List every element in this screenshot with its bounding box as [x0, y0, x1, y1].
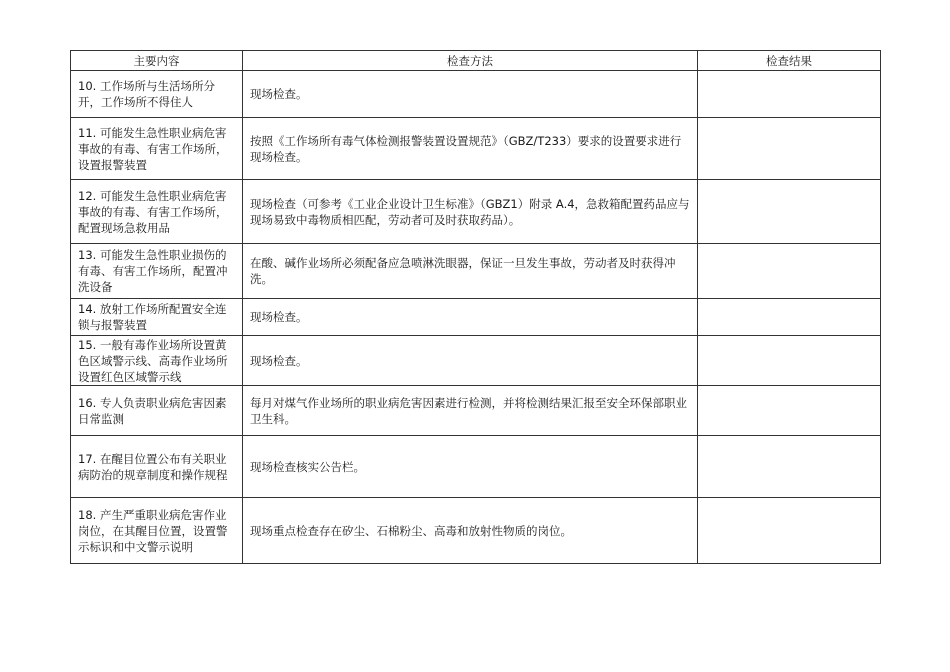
row-content: 15. 一般有毒作业场所设置黄色区域警示线、高毒作业场所设置红色区域警示线 — [71, 336, 243, 386]
header-row — [71, 51, 881, 71]
row-result[interactable] — [698, 71, 881, 118]
header-check-result: 检查结果 — [698, 51, 881, 71]
row-result[interactable] — [698, 299, 881, 336]
table-row — [71, 386, 881, 436]
table-row — [71, 299, 881, 336]
row-result[interactable] — [698, 386, 881, 436]
header-main-content: 主要内容 — [71, 51, 243, 71]
table-row — [71, 498, 881, 564]
row-method: 现场检查。 — [243, 299, 698, 336]
table-row — [71, 180, 881, 244]
row-method: 现场重点检查存在矽尘、石棉粉尘、高毒和放射性物质的岗位。 — [243, 498, 698, 564]
table-row — [71, 118, 881, 180]
row-result[interactable] — [698, 244, 881, 299]
row-method: 现场检查（可参考《工业企业设计卫生标准》（GBZ1）附录 A.4，急救箱配置药品应与现场易致中毒物质相匹配，劳动者可及时获取药品）。 — [243, 180, 698, 244]
row-method: 现场检查核实公告栏。 — [243, 436, 698, 498]
row-content: 16. 专人负责职业病危害因素日常监测 — [71, 386, 243, 436]
row-result[interactable] — [698, 498, 881, 564]
row-method: 现场检查。 — [243, 336, 698, 386]
table-row — [71, 244, 881, 299]
row-result[interactable] — [698, 118, 881, 180]
row-content: 10. 工作场所与生活场所分开，工作场所不得住人 — [71, 71, 243, 118]
row-content: 18. 产生严重职业病危害作业岗位，在其醒目位置，设置警示标识和中文警示说明 — [71, 498, 243, 564]
row-content: 17. 在醒目位置公布有关职业病防治的规章制度和操作规程 — [71, 436, 243, 498]
row-result[interactable] — [698, 336, 881, 386]
table-row — [71, 71, 881, 118]
inspection-table — [70, 50, 881, 564]
row-content: 11. 可能发生急性职业病危害事故的有毒、有害工作场所，设置报警装置 — [71, 118, 243, 180]
table-row — [71, 336, 881, 386]
row-result[interactable] — [698, 436, 881, 498]
row-method: 按照《工作场所有毒气体检测报警装置设置规范》（GBZ/T233）要求的设置要求进行现场检查。 — [243, 118, 698, 180]
row-method: 在酸、碱作业场所必须配备应急喷淋洗眼器，保证一旦发生事故，劳动者及时获得冲洗。 — [243, 244, 698, 299]
row-method: 现场检查。 — [243, 71, 698, 118]
table-row — [71, 436, 881, 498]
header-check-method: 检查方法 — [243, 51, 698, 71]
row-content: 14. 放射工作场所配置安全连锁与报警装置 — [71, 299, 243, 336]
row-content: 13. 可能发生急性职业损伤的有毒、有害工作场所，配置冲洗设备 — [71, 244, 243, 299]
row-content: 12. 可能发生急性职业病危害事故的有毒、有害工作场所，配置现场急救用品 — [71, 180, 243, 244]
row-method: 每月对煤气作业场所的职业病危害因素进行检测，并将检测结果汇报至安全环保部职业卫生科。 — [243, 386, 698, 436]
row-result[interactable] — [698, 180, 881, 244]
